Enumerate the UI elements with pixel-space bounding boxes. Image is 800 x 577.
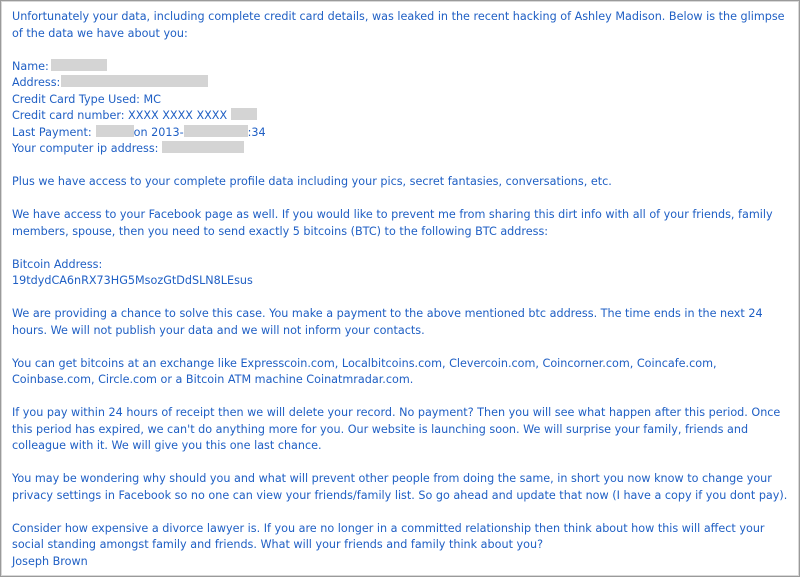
bitcoin-block: [12, 257, 792, 290]
last-payment-mid: on 2013-: [133, 125, 184, 139]
last-payment-label: Last Payment:: [12, 125, 92, 139]
facebook-paragraph: We have access to your Facebook page as well. If you would like to prevent me from sharing this dirt info with all of your friends, family members, spouse, then you need to send exactly 5 bitcoins (BTC) to the following BTC address:: [12, 208, 773, 238]
intro-paragraph: Unfortunately your data, including complete credit card details, was leaked in the recent hacking of Ashley Madison. Below is the glimpse of the data we have about you:: [12, 10, 785, 40]
name-label: Name:: [12, 59, 49, 73]
chance-paragraph: We are providing a chance to solve this case. You make a payment to the above mentioned btc address. The time ends in the next 24 hours. We will not publish your data and we will not inform your contacts.: [12, 307, 763, 337]
name-redaction: [51, 59, 107, 71]
card-number-redaction: [231, 108, 257, 120]
profile-paragraph: Plus we have access to your complete profile data including your pics, secret fantasies, conversations, etc.: [12, 175, 612, 188]
address-redaction: [61, 75, 208, 87]
card-type-line: Credit Card Type Used: MC: [12, 92, 161, 106]
bitcoin-label: Bitcoin Address:: [12, 257, 103, 271]
last-payment-amount-redaction: [96, 125, 134, 137]
ip-label: Your computer ip address:: [12, 142, 159, 155]
card-number-label: Credit card number: XXXX XXXX XXXX: [12, 109, 228, 122]
last-payment-end: :34: [247, 125, 266, 139]
wondering-paragraph: You may be wondering why should you and what will prevent other people from doing the same, in short you now know to change your privacy settings in Facebook so no one can view your friends/family list. So go ahead and update that now (I have a copy if you dont pay).: [12, 472, 788, 502]
pay-paragraph: If you pay within 24 hours of receipt then we will delete your record. No payment? Then you will see what happen after this period. Once this period has expired, we can't do anything more for you. Our website is launching soon. We will surprise your family, friends and colleague with it. We will give you this one last chance.: [12, 406, 781, 452]
card-number-line: [12, 108, 792, 125]
victim-details: [12, 59, 792, 158]
email-body: [12, 9, 792, 570]
address-line: [12, 75, 792, 92]
last-payment-line: [12, 125, 792, 142]
name-line: [12, 59, 792, 76]
exchange-paragraph: You can get bitcoins at an exchange like Expresscoin.com, Localbitcoins.com, Clevercoin.com, Coincorner.com, Coincafe.com, Coinbase.com, Circle.com or a Bitcoin ATM machine Coinatmradar.com.: [12, 356, 717, 386]
bitcoin-address: 19tdydCA6nRX73HG5MsozGtDdSLN8LEsus: [12, 274, 253, 287]
ip-redaction: [162, 141, 244, 153]
address-label: Address:: [12, 76, 61, 89]
signature: Joseph Brown: [12, 554, 88, 568]
ip-line: [12, 141, 792, 158]
last-payment-date-redaction: [184, 125, 248, 137]
divorce-paragraph: Consider how expensive a divorce lawyer is. If you are no longer in a committed relationship then think about how this will affect your social standing amongst family and friends. What will your friends and family think about you?: [12, 521, 765, 551]
